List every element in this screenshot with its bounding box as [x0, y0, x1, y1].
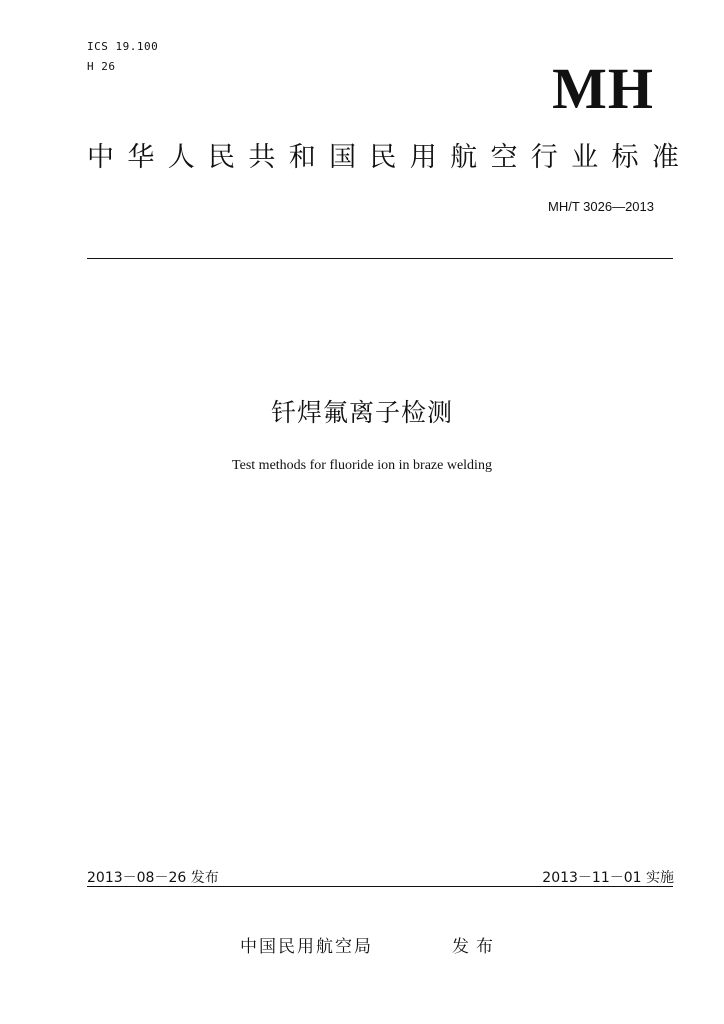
- standard-title-char: 行: [530, 142, 558, 173]
- ics-code: ICS 19.100: [87, 40, 159, 53]
- mh-logo: MH: [552, 56, 654, 121]
- bottom-divider: [87, 886, 673, 887]
- document-title-en: Test methods for fluoride ion in braze welding: [232, 458, 492, 473]
- publish-date: 2013－08－26 发布: [87, 870, 219, 886]
- top-divider: [87, 258, 673, 259]
- release-label: 发布: [452, 937, 500, 957]
- standard-title-char: 中: [87, 142, 114, 173]
- standard-title-char: 空: [490, 142, 518, 173]
- category-code: H 26: [87, 60, 116, 73]
- standard-title-char: 共: [248, 142, 276, 173]
- standard-title-char: 航: [450, 142, 478, 173]
- standard-title-char: 业: [571, 142, 599, 173]
- standard-number: MH/T 3026—2013: [548, 199, 654, 214]
- standard-title-char: 人: [167, 142, 195, 173]
- standard-title-char: 华: [127, 142, 155, 173]
- standard-title-char: 用: [409, 142, 437, 173]
- standard-title-char: 和: [288, 142, 316, 173]
- standard-title: [87, 140, 679, 176]
- document-title-cn: 钎焊氟离子检测: [270, 398, 453, 427]
- implement-date: 2013－11－01 实施: [542, 870, 674, 886]
- classification-codes: [87, 37, 158, 77]
- standard-title-char: 准: [651, 142, 679, 173]
- standard-title-char: 民: [208, 142, 236, 173]
- standard-title-char: 标: [611, 142, 639, 173]
- issuer-name: 中国民用航空局: [240, 937, 373, 957]
- standard-title-char: 国: [329, 142, 357, 173]
- standard-title-char: 民: [369, 142, 397, 173]
